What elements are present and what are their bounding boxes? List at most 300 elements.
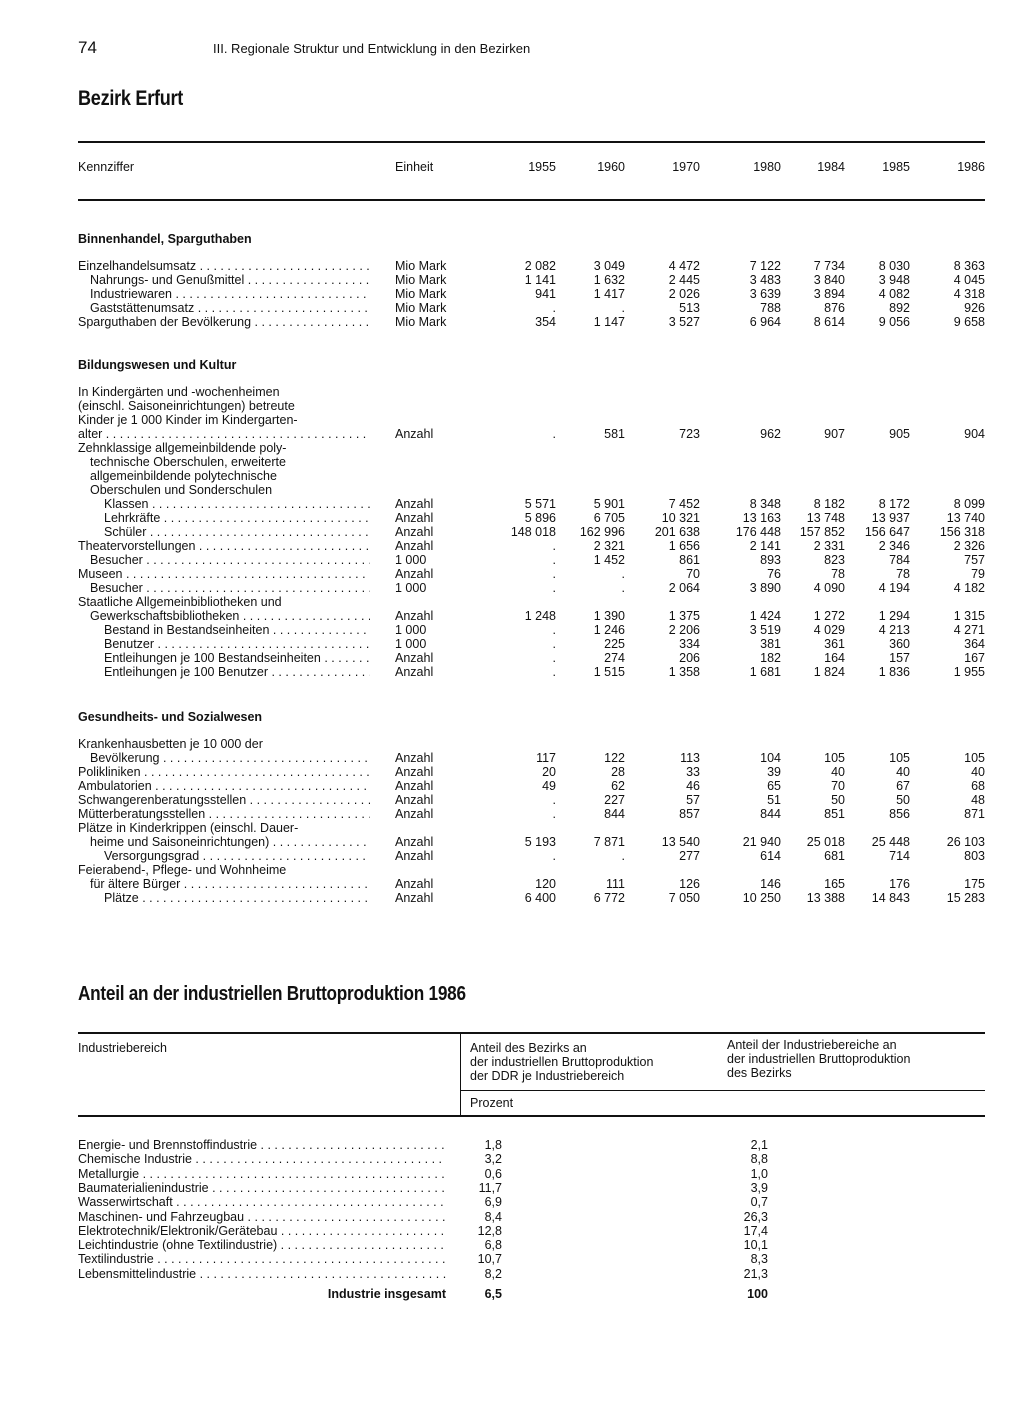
cell-1970: 857 bbox=[679, 807, 700, 821]
cell-1955: 49 bbox=[542, 779, 556, 793]
table-row bbox=[0, 567, 1024, 581]
row-label: Ambulatorien . . . bbox=[78, 779, 370, 793]
cell-1960: 2 321 bbox=[593, 539, 625, 553]
table-row bbox=[0, 497, 1024, 511]
total-share-bezirk: 100 bbox=[747, 1287, 768, 1301]
industry-row bbox=[0, 1138, 1024, 1152]
cell-1984: 3 894 bbox=[813, 287, 845, 301]
cell-1985: 78 bbox=[896, 567, 910, 581]
table-row bbox=[0, 273, 1024, 287]
cell-1955: . bbox=[552, 793, 556, 807]
cell-1955: . bbox=[552, 665, 556, 679]
header-line: des Bezirks bbox=[727, 1066, 792, 1080]
cell-1955: 117 bbox=[536, 751, 556, 765]
cell-1970: 1 656 bbox=[668, 539, 700, 553]
share-ddr-cell: 1,8 bbox=[484, 1138, 502, 1152]
table-row bbox=[0, 637, 1024, 651]
cell-1960: . bbox=[621, 301, 625, 315]
row-label: In Kindergärten und -wochenheimen bbox=[78, 385, 280, 399]
share-bezirk-cell: 8,3 bbox=[750, 1252, 768, 1267]
table-row bbox=[0, 287, 1024, 301]
row-label: Benutzer . . . bbox=[104, 637, 370, 651]
table-row bbox=[0, 511, 1024, 525]
cell-1986: 167 bbox=[964, 651, 985, 665]
table-row bbox=[0, 651, 1024, 665]
cell-1960: 111 bbox=[605, 877, 625, 891]
cell-1955: 5 571 bbox=[524, 497, 556, 511]
row-unit: Mio Mark bbox=[395, 273, 447, 287]
cell-1986: 364 bbox=[964, 637, 985, 651]
table-row bbox=[0, 665, 1024, 679]
cell-1955: . bbox=[552, 539, 556, 553]
cell-1980: 146 bbox=[760, 877, 781, 891]
row-label: Krankenhausbetten je 10 000 der bbox=[78, 737, 263, 751]
cell-1986: 757 bbox=[964, 553, 985, 567]
table-row bbox=[0, 623, 1024, 637]
industry-label: Energie- und Brennstoffindustrie . . . bbox=[78, 1138, 446, 1152]
cell-1970: 1 375 bbox=[668, 609, 700, 623]
row-label: Bevölkerung . . . bbox=[90, 751, 370, 765]
share-ddr-cell: 3,2 bbox=[484, 1152, 502, 1167]
share-ddr-cell: 8,2 bbox=[484, 1266, 502, 1281]
table-row bbox=[0, 807, 1024, 821]
row-unit: Mio Mark bbox=[395, 315, 447, 329]
cell-1985: 9 056 bbox=[878, 315, 910, 329]
cell-1985: 1 836 bbox=[878, 665, 910, 679]
row-label: Gaststättenumsatz . . . bbox=[90, 301, 370, 315]
cell-1955: 120 bbox=[535, 877, 556, 891]
cell-1970: 33 bbox=[686, 765, 700, 779]
cell-1960: 6 772 bbox=[593, 891, 625, 905]
cell-1970: 113 bbox=[680, 751, 700, 765]
header-year-1980: 1980 bbox=[753, 160, 781, 174]
row-label: Entleihungen je 100 Benutzer . . . bbox=[104, 665, 370, 679]
cell-1970: 334 bbox=[679, 637, 700, 651]
industry-mid-rule bbox=[460, 1090, 985, 1091]
header-line: der industriellen Bruttoproduktion bbox=[727, 1052, 911, 1066]
cell-1955: 354 bbox=[535, 315, 556, 329]
cell-1980: 76 bbox=[767, 567, 781, 581]
row-label: Besucher . . . bbox=[90, 553, 370, 567]
row-unit: Anzahl bbox=[395, 427, 434, 441]
industry-header-label: Industriebereich bbox=[78, 1041, 167, 1055]
table-row bbox=[0, 581, 1024, 595]
cell-1970: 7 452 bbox=[668, 497, 700, 511]
header-line: der industriellen Bruttoproduktion bbox=[470, 1055, 654, 1069]
running-head: III. Regionale Struktur und Entwicklung in den Bezirken bbox=[213, 41, 531, 56]
table-row bbox=[0, 413, 1024, 427]
cell-1970: 277 bbox=[679, 849, 700, 863]
cell-1985: 905 bbox=[889, 427, 910, 441]
cell-1986: 13 740 bbox=[946, 511, 985, 525]
share-bezirk-cell: 26,3 bbox=[743, 1209, 768, 1224]
cell-1986: 8 099 bbox=[953, 497, 985, 511]
cell-1970: 10 321 bbox=[661, 511, 700, 525]
section-title: Bildungswesen und Kultur bbox=[78, 358, 237, 372]
industry-top-rule bbox=[78, 1032, 985, 1034]
cell-1984: 3 840 bbox=[813, 273, 845, 287]
cell-1970: 206 bbox=[679, 651, 700, 665]
cell-1980: 6 964 bbox=[749, 315, 781, 329]
row-unit: Anzahl bbox=[395, 609, 434, 623]
cell-1986: 926 bbox=[964, 301, 985, 315]
cell-1984: 25 018 bbox=[806, 835, 845, 849]
row-unit: Anzahl bbox=[395, 751, 434, 765]
cell-1985: 856 bbox=[889, 807, 910, 821]
cell-1984: 681 bbox=[824, 849, 845, 863]
industry-label: Leichtindustrie (ohne Textilindustrie) . . . bbox=[78, 1238, 446, 1252]
table-row bbox=[0, 469, 1024, 483]
table-row bbox=[0, 595, 1024, 609]
cell-1985: 360 bbox=[889, 637, 910, 651]
cell-1985: 8 172 bbox=[878, 497, 910, 511]
cell-1986: 4 271 bbox=[953, 623, 985, 637]
table-row bbox=[0, 315, 1024, 329]
industry-label: Textilindustrie . . . bbox=[78, 1252, 446, 1266]
row-label: alter . . . bbox=[78, 427, 370, 441]
row-label: Mütterberatungsstellen . . . bbox=[78, 807, 370, 821]
cell-1986: 40 bbox=[971, 765, 985, 779]
cell-1984: 78 bbox=[831, 567, 845, 581]
row-label: Nahrungs- und Genußmittel . . . bbox=[90, 273, 370, 287]
cell-1985: 3 948 bbox=[878, 273, 910, 287]
cell-1985: 176 bbox=[889, 877, 910, 891]
cell-1984: 164 bbox=[824, 651, 845, 665]
cell-1984: 1 272 bbox=[813, 609, 845, 623]
row-unit: Anzahl bbox=[395, 835, 434, 849]
section-title: Gesundheits- und Sozialwesen bbox=[78, 710, 263, 724]
table-row bbox=[0, 483, 1024, 497]
cell-1985: 892 bbox=[889, 301, 910, 315]
cell-1986: 175 bbox=[964, 877, 985, 891]
cell-1984: 876 bbox=[824, 301, 845, 315]
row-label: Klassen . . . bbox=[104, 497, 370, 511]
cell-1970: 201 638 bbox=[654, 525, 700, 539]
share-bezirk-cell: 0,7 bbox=[750, 1195, 768, 1210]
cell-1970: 861 bbox=[679, 553, 700, 567]
header-einheit: Einheit bbox=[395, 160, 434, 174]
cell-1985: 2 346 bbox=[878, 539, 910, 553]
cell-1960: 5 901 bbox=[593, 497, 625, 511]
page-title: Bezirk Erfurt bbox=[78, 87, 184, 110]
cell-1970: 4 472 bbox=[668, 259, 700, 273]
header-line: der DDR je Industriebereich bbox=[470, 1069, 625, 1083]
industry-title: Anteil an der industriellen Bruttoproduktion 1986 bbox=[78, 983, 466, 1005]
row-label: Besucher . . . bbox=[90, 581, 370, 595]
cell-1986: 48 bbox=[971, 793, 985, 807]
cell-1970: 2 064 bbox=[668, 581, 700, 595]
row-label: für ältere Bürger . . . bbox=[90, 877, 370, 891]
table-row bbox=[0, 891, 1024, 905]
share-bezirk-cell: 21,3 bbox=[743, 1266, 768, 1281]
cell-1960: 227 bbox=[604, 793, 625, 807]
row-unit: Mio Mark bbox=[395, 259, 447, 273]
page-number: 74 bbox=[78, 38, 97, 57]
cell-1955: . bbox=[552, 301, 556, 315]
row-label: Industriewaren . . . bbox=[90, 287, 370, 301]
table-row bbox=[0, 525, 1024, 539]
cell-1986: 9 658 bbox=[953, 315, 985, 329]
cell-1985: 4 082 bbox=[878, 287, 910, 301]
table-row bbox=[0, 877, 1024, 891]
table-row bbox=[0, 539, 1024, 553]
cell-1970: 46 bbox=[686, 779, 700, 793]
cell-1984: 907 bbox=[824, 427, 845, 441]
row-unit: 1 000 bbox=[395, 637, 427, 651]
cell-1985: 714 bbox=[889, 849, 910, 863]
cell-1980: 8 348 bbox=[749, 497, 781, 511]
cell-1980: 10 250 bbox=[742, 891, 781, 905]
cell-1985: 1 294 bbox=[878, 609, 910, 623]
table-row bbox=[0, 399, 1024, 413]
cell-1985: 13 937 bbox=[871, 511, 910, 525]
row-unit: Anzahl bbox=[395, 849, 434, 863]
cell-1984: 1 824 bbox=[813, 665, 845, 679]
cell-1980: 788 bbox=[760, 301, 781, 315]
share-bezirk-cell: 3,9 bbox=[750, 1180, 768, 1195]
share-ddr-cell: 12,8 bbox=[477, 1223, 502, 1238]
row-unit: Anzahl bbox=[395, 525, 434, 539]
row-label: Bestand in Bestandseinheiten . . . bbox=[104, 623, 370, 637]
cell-1980: 1 424 bbox=[749, 609, 781, 623]
cell-1986: 803 bbox=[964, 849, 985, 863]
cell-1970: 1 358 bbox=[668, 665, 700, 679]
header-year-1986: 1986 bbox=[957, 160, 985, 174]
cell-1986: 1 955 bbox=[953, 665, 985, 679]
row-label: Polikliniken . . . bbox=[78, 765, 370, 779]
cell-1984: 2 331 bbox=[813, 539, 845, 553]
share-ddr-cell: 10,7 bbox=[477, 1252, 502, 1267]
cell-1980: 182 bbox=[760, 651, 781, 665]
row-unit: Anzahl bbox=[395, 511, 434, 525]
row-label: Entleihungen je 100 Bestandseinheiten . . . bbox=[104, 651, 370, 665]
cell-1960: 28 bbox=[611, 765, 625, 779]
row-unit: Anzahl bbox=[395, 793, 434, 807]
row-label: Versorgungsgrad . . . bbox=[104, 849, 370, 863]
cell-1986: 871 bbox=[964, 807, 985, 821]
table-row bbox=[0, 441, 1024, 455]
table-row bbox=[0, 821, 1024, 835]
share-bezirk-cell: 2,1 bbox=[750, 1138, 768, 1152]
cell-1955: . bbox=[552, 807, 556, 821]
share-bezirk-cell: 10,1 bbox=[743, 1238, 768, 1253]
row-unit: 1 000 bbox=[395, 553, 427, 567]
header-year-1960: 1960 bbox=[597, 160, 625, 174]
cell-1986: 8 363 bbox=[953, 259, 985, 273]
cell-1984: 4 029 bbox=[813, 623, 845, 637]
share-ddr-cell: 0,6 bbox=[484, 1166, 502, 1181]
row-label: (einschl. Saisoneinrichtungen) betreute bbox=[78, 399, 295, 413]
cell-1960: 6 705 bbox=[593, 511, 625, 525]
table-row bbox=[0, 385, 1024, 399]
total-share-ddr: 6,5 bbox=[484, 1287, 502, 1301]
cell-1985: 67 bbox=[896, 779, 910, 793]
cell-1955: 148 018 bbox=[510, 525, 556, 539]
cell-1985: 25 448 bbox=[871, 835, 910, 849]
cell-1970: 7 050 bbox=[668, 891, 700, 905]
row-unit: Anzahl bbox=[395, 765, 434, 779]
row-unit: Anzahl bbox=[395, 891, 434, 905]
cell-1960: 1 246 bbox=[593, 623, 625, 637]
cell-1980: 893 bbox=[760, 553, 781, 567]
cell-1955: . bbox=[552, 581, 556, 595]
table-row bbox=[0, 259, 1024, 273]
row-label: Kinder je 1 000 Kinder im Kindergarten- bbox=[78, 413, 298, 427]
cell-1955: . bbox=[552, 651, 556, 665]
cell-1955: 1 141 bbox=[524, 273, 556, 287]
industry-header-col1 bbox=[470, 1041, 653, 1083]
cell-1986: 4 318 bbox=[953, 287, 985, 301]
cell-1960: 3 049 bbox=[593, 259, 625, 273]
row-label: allgemeinbildende polytechnische bbox=[90, 469, 277, 483]
industry-label: Wasserwirtschaft . . . bbox=[78, 1195, 446, 1209]
cell-1984: 13 388 bbox=[806, 891, 845, 905]
cell-1986: 1 315 bbox=[953, 609, 985, 623]
header-year-1984: 1984 bbox=[817, 160, 845, 174]
cell-1980: 1 681 bbox=[749, 665, 781, 679]
cell-1986: 15 283 bbox=[946, 891, 985, 905]
share-bezirk-cell: 1,0 bbox=[750, 1166, 768, 1181]
cell-1960: 122 bbox=[604, 751, 625, 765]
table-row bbox=[0, 849, 1024, 863]
cell-1984: 70 bbox=[831, 779, 845, 793]
industry-header-rule bbox=[78, 1115, 985, 1117]
cell-1984: 50 bbox=[831, 793, 845, 807]
cell-1986: 2 326 bbox=[953, 539, 985, 553]
cell-1970: 70 bbox=[686, 567, 700, 581]
cell-1985: 105 bbox=[889, 751, 910, 765]
top-rule bbox=[78, 141, 985, 143]
row-label: Theatervorstellungen . . . bbox=[78, 539, 370, 553]
cell-1960: . bbox=[621, 581, 625, 595]
row-unit: Anzahl bbox=[395, 807, 434, 821]
industry-row bbox=[0, 1267, 1024, 1281]
table-row bbox=[0, 779, 1024, 793]
cell-1960: 162 996 bbox=[579, 525, 625, 539]
row-unit: Anzahl bbox=[395, 779, 434, 793]
section-title: Binnenhandel, Sparguthaben bbox=[78, 232, 252, 246]
cell-1970: 57 bbox=[686, 793, 700, 807]
cell-1960: 7 871 bbox=[593, 835, 625, 849]
cell-1955: 6 400 bbox=[524, 891, 556, 905]
cell-1985: 4 213 bbox=[878, 623, 910, 637]
cell-1980: 381 bbox=[760, 637, 781, 651]
cell-1986: 26 103 bbox=[946, 835, 985, 849]
table-row bbox=[0, 455, 1024, 469]
cell-1980: 39 bbox=[767, 765, 781, 779]
industry-row bbox=[0, 1210, 1024, 1224]
cell-1986: 904 bbox=[964, 427, 985, 441]
cell-1980: 104 bbox=[760, 751, 781, 765]
cell-1984: 157 852 bbox=[799, 525, 845, 539]
cell-1955: . bbox=[552, 637, 556, 651]
row-unit: Anzahl bbox=[395, 497, 434, 511]
cell-1980: 7 122 bbox=[749, 259, 781, 273]
row-label: Museen . . . bbox=[78, 567, 370, 581]
cell-1985: 784 bbox=[889, 553, 910, 567]
share-ddr-cell: 8,4 bbox=[484, 1209, 502, 1224]
cell-1980: 2 141 bbox=[749, 539, 781, 553]
industry-row bbox=[0, 1238, 1024, 1252]
row-unit: Anzahl bbox=[395, 567, 434, 581]
header-line: Anteil der Industriebereiche an bbox=[727, 1038, 897, 1052]
cell-1984: 851 bbox=[824, 807, 845, 821]
header-year-1955: 1955 bbox=[528, 160, 556, 174]
industry-row bbox=[0, 1195, 1024, 1209]
row-label: Zehnklassige allgemeinbildende poly- bbox=[78, 441, 287, 455]
cell-1985: 50 bbox=[896, 793, 910, 807]
cell-1980: 962 bbox=[760, 427, 781, 441]
cell-1960: 581 bbox=[604, 427, 625, 441]
industry-col-divider bbox=[460, 1034, 461, 1116]
cell-1985: 157 bbox=[889, 651, 910, 665]
cell-1955: 2 082 bbox=[524, 259, 556, 273]
cell-1980: 3 483 bbox=[749, 273, 781, 287]
table-row bbox=[0, 553, 1024, 567]
industry-row bbox=[0, 1167, 1024, 1181]
cell-1980: 65 bbox=[767, 779, 781, 793]
cell-1955: 1 248 bbox=[524, 609, 556, 623]
cell-1986: 68 bbox=[971, 779, 985, 793]
industry-label: Lebensmittelindustrie . . . bbox=[78, 1267, 446, 1281]
cell-1960: 274 bbox=[604, 651, 625, 665]
row-label: Gewerkschaftsbibliotheken . . . bbox=[90, 609, 370, 623]
row-unit: 1 000 bbox=[395, 623, 427, 637]
industry-header-col2 bbox=[727, 1038, 910, 1080]
industry-label: Chemische Industrie . . . bbox=[78, 1152, 446, 1166]
table-row bbox=[0, 765, 1024, 779]
share-ddr-cell: 11,7 bbox=[478, 1180, 502, 1195]
table-row bbox=[0, 751, 1024, 765]
cell-1984: 40 bbox=[831, 765, 845, 779]
cell-1955: . bbox=[552, 427, 556, 441]
cell-1970: 126 bbox=[679, 877, 700, 891]
table-row bbox=[0, 793, 1024, 807]
share-bezirk-cell: 8,8 bbox=[750, 1152, 768, 1167]
cell-1984: 7 734 bbox=[813, 259, 845, 273]
industry-label: Elektrotechnik/Elektronik/Gerätebau . . . bbox=[78, 1224, 446, 1238]
cell-1985: 156 647 bbox=[864, 525, 910, 539]
row-label: Plätze . . . bbox=[104, 891, 370, 905]
cell-1980: 614 bbox=[760, 849, 781, 863]
cell-1970: 2 445 bbox=[668, 273, 700, 287]
cell-1970: 3 527 bbox=[668, 315, 700, 329]
row-label: Sparguthaben der Bevölkerung . . . bbox=[78, 315, 370, 329]
cell-1986: 105 bbox=[964, 751, 985, 765]
cell-1985: 40 bbox=[896, 765, 910, 779]
cell-1980: 176 448 bbox=[735, 525, 781, 539]
cell-1960: 844 bbox=[604, 807, 625, 821]
cell-1984: 823 bbox=[824, 553, 845, 567]
industry-row bbox=[0, 1181, 1024, 1195]
cell-1984: 165 bbox=[824, 877, 845, 891]
cell-1960: 1 147 bbox=[593, 315, 625, 329]
row-unit: Anzahl bbox=[395, 665, 434, 679]
cell-1984: 4 090 bbox=[813, 581, 845, 595]
row-unit: Anzahl bbox=[395, 539, 434, 553]
table-row bbox=[0, 863, 1024, 877]
row-unit: 1 000 bbox=[395, 581, 427, 595]
cell-1955: 20 bbox=[542, 765, 556, 779]
row-unit: Mio Mark bbox=[395, 287, 447, 301]
table-row bbox=[0, 427, 1024, 441]
industry-row bbox=[0, 1152, 1024, 1166]
cell-1960: . bbox=[621, 849, 625, 863]
industry-label: Maschinen- und Fahrzeugbau . . . bbox=[78, 1210, 446, 1224]
row-label: Feierabend-, Pflege- und Wohnheime bbox=[78, 863, 287, 877]
cell-1984: 8 182 bbox=[813, 497, 845, 511]
row-unit: Anzahl bbox=[395, 651, 434, 665]
